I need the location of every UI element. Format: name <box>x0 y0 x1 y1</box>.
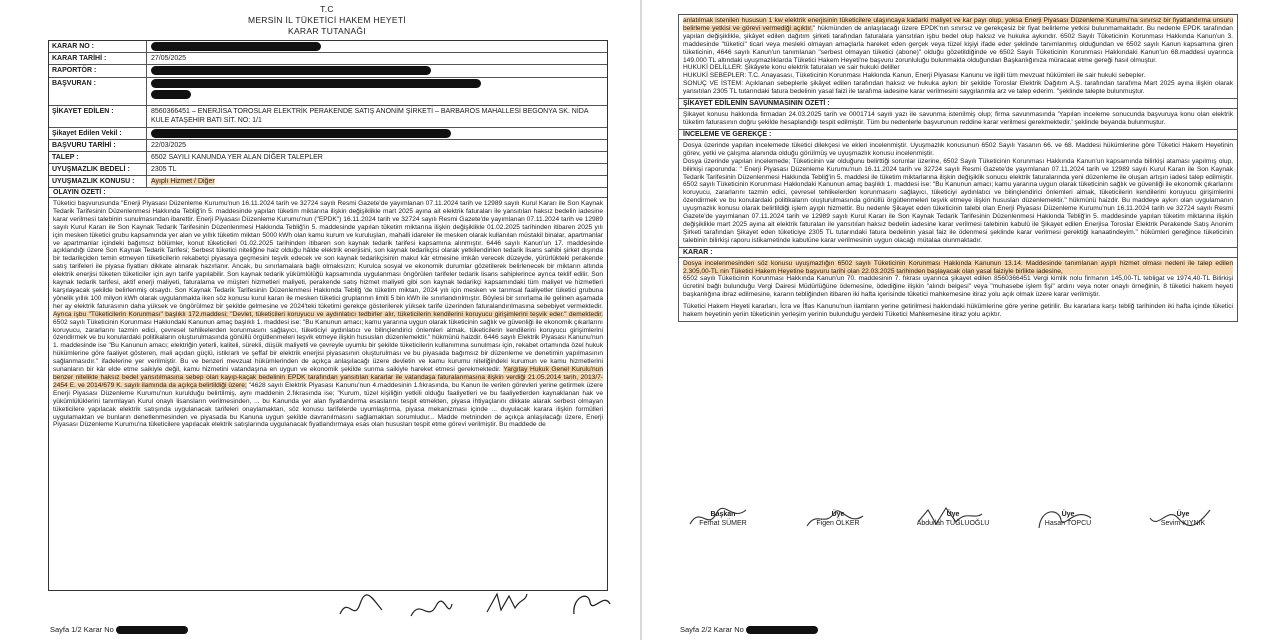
continuation-highlight: anlatılmak istenilen hususun 1 kw elektrik enerjisinin tüketicilere ulaşıncaya kadarki maliyet ve kar payı olup, yoksa Enerji Piyasası Düzenleme Kurumu'na sınırsız bir fiyatlandırma unsuru belirleme yetkisi ve görevi vermediği açıktır. <box>683 17 1233 32</box>
decision-form-table <box>48 40 608 591</box>
field-value <box>147 176 607 187</box>
field-value: 8560366451 – ENERJİSA TOROSLAR ELEKTRİK PERAKENDE SATIŞ ANONİM ŞİRKETİ – BARBAROS MAHALLESİ BEGONYA SK. NİDA KULE ATAŞEHİR BATI SİT. NO: 1/1 <box>151 107 589 124</box>
signature-mark <box>568 588 614 623</box>
member-name: Hasan TOPCU <box>1044 520 1092 527</box>
member-name: Sevim KIYNIK <box>1160 520 1206 527</box>
decision-title: KARAR : <box>679 247 1237 258</box>
field-row <box>49 164 607 176</box>
redaction-bar <box>116 626 188 634</box>
field-row <box>49 106 607 128</box>
decision-paragraph-1: 6502 sayılı Tüketicinin Korunması Hakkında Kanun'un 70. maddesinin 7. fıkrası uyarınca şikayet edilen 8560366451 Vergi kimlik nolu firmanın 145,00-TL tebligat ve 1974,40-TL Bilirkişi ücretini bağlı bulunduğu Vergi Dairesi Müdürlüğüne ödemesine, ödediğine ilişkin "alındı belgesi" veya "muhasebe işlem fişi" ardını veya noter onaylı örneğinin, 8 tüketici hakem heyeti başkanlığına ibraz edilmesine, kararın tebliğinden itibaren iki hafta içerisinde tüketici mahkemesine itiraz yolu açık olmak üzere karar verilmiştir. <box>683 275 1233 299</box>
redaction-bar <box>151 90 191 99</box>
member-signature-block <box>1023 510 1113 528</box>
defense-text: Şikayet konusu hakkında firmadan 24.03.2025 tarih ve 0001714 sayılı yazı ile savunma istenilmiş olup; firma savunmasında 'Yapılan inceleme sonucunda başvuruya konu olan elektrik tüketim faturasının doğru şekilde hesaplandığı tespit edilmiştir. Tüm bu nedenlerle başvurunun reddine karar verilmesi gerekmektedir.' şeklinde beyanda bulunmuştur. <box>683 111 1233 126</box>
document-page-2 <box>668 0 1246 640</box>
summary-highlight-2: Yargıtay Hukuk Genel Kurulu'nun benzer nitelikte haksız bedel yansıtılmasına sebep olan kayıp-kaçak bedelinin EPDK tarafından yansıtılan kararlar ile vatandaşa faturalanmasına ilişkin verdiği 21.05.2014 tarih, 2013/7-2454 E. ve 2014/679 K. sayılı ilamında da açıkça belirtildiği üzere; <box>53 366 604 389</box>
redaction-bar <box>151 42 321 51</box>
signature-mark <box>338 592 384 627</box>
field-row <box>49 140 607 152</box>
document-header <box>38 4 616 37</box>
member-role: Başkan <box>710 511 736 518</box>
field-value <box>147 41 607 52</box>
field-value <box>147 128 607 139</box>
legal-reasons: HUKUKİ SEBEPLER: T.C. Anayasası, Tüketicinin Korunması Hakkında Kanun, Enerji Piyasası Kanunu ve ilgili tüm mevzuat hükümleri ile sair hukuki sebepler. <box>683 72 1146 80</box>
member-role: Üye <box>831 511 845 518</box>
review-paragraph-1: Dosya üzerinde yapılan incelemede tüketici dilekçesi ve ekleri incelenmiştir. Uyuşmazlık konusunun 6502 Sayılı Yasanın 66. ve 68. Maddesi hükümlerine göre Tüketici Hakem Heyetinin görev, yetki ve çalışma alanında olduğu görülmüş ve uyuşmazlık konusu incelenmiştir. <box>683 141 1233 157</box>
committee-members <box>678 510 1238 580</box>
legal-grounds: HUKUKİ DELİLLER: Şikâyete konu elektrik faturaları ve sair hukuki deliller <box>683 64 900 72</box>
field-row <box>49 65 607 77</box>
review-paragraph-2: Dosya üzerinde yapılan incelemede; Tüketicinin var olduğunu belirttiği sorunlar üzerine, 6502 Sayılı Tüketicinin Korunması Hakkında Kanun'un kapsamında bilirkişi ataması yapılmış olup, bilirkişi raporunda: " Enerji Piyasası Düzenleme Kurumu'nun 16.11.2024 tarih ve 32724 sayılı Resmi Gazete'de yayımlanan 07.11.2024 tarih ve 12989 sayılı Kurul Kararı ile Son Kaynak Tedarik Tarifesinin Düzenlenmesi Hakkında Tebliğ'in 5. maddesi ile tüketim miktarlarına ilişkin değişiklik sonucu elektrik faturalarında yeni düzenleme ile oluşan artışın iadesi talep edilmiştir. 6502 sayılı Tüketicinin Korunması Hakkındaki Kanunun amaç başlıklı 1. maddesi ise: "Bu Kanunun amacı; kamu yararına uygun olarak tüketicinin sağlık ve güvenliği ile ekonomik çıkarlarını koruyucu, zararlarını tazmin edici, çevresel tehlikelerden korunmasını sağlayıcı, tüketiciyi aydınlatıcı ve bilinçlendirici önlemleri almak, tüketicilerin kendilerini koruyucu girişimlerini özendirmek ve bu konulardaki politikaların oluşturulmasında gönüllü örgütlenmeleri teşvik etmeye ilişkin hususları düzenlemektir." hükmünü haizdir. Bu maddeye aykırı olan uygulamanın uyuşmazlık konusu olarak belirtildiği işlem ayıplı hizmettir. Bu nedenle Şikayet eden tüketicinin talebi olan Enerji Piyasası Düzenleme Kurumu'nun 16.11.2024 tarih ve 32724 sayılı Resmi Gazete'de yayımlanan 07.11.2024 tarih ve 12989 sayılı Kurul Kararı ile Son Kaynak Tedarik Tarifesinin Düzenlenmesi Hakkında Tebliğ'in 5. maddesinde yapılan tüketim miktarına ilişkin değişiklikle mart 2025 ayına ait elektrik faturaları ile yansıtılan haksız bedelin iadesine karar verilmesi talebinin kabulü ile Şikayet edilen Enerjisa Toroslar Elektrik Perakende Satış Anonim Şirketi tarafından Şikayet eden tüketiciye 2305 TL tutarındaki fatura bedelinin yasal faiz ile ödenmesi şeklinde karar verilmesi gerektiği kanaatindeyim." hükümleri gereğince tüketicinin talebinin bilirkişi raporu istikametinde kabulüne karar verilmesinin uygun olacağı mütalaa olunmaktadır. <box>683 157 1233 244</box>
member-signature-block <box>908 510 998 528</box>
field-label: RAPORTÖR : <box>49 65 147 76</box>
defense-title: ŞİKAYET EDİLENİN SAVUNMASININ ÖZETİ : <box>679 98 1237 109</box>
summary-paragraph-3: "4628 sayılı Elektrik Piyasası Kanunu'nun 4.maddesinin 1.fıkrasında, bu Kanun ile verilen görevleri yerine getirmek üzere Enerji Piyasası Düzenleme Kurumu'nun kurulduğu belirtilmiş, aynı maddenin 2.fıkrasında ise; "Kurum, tüzel kişiliğin yetkili olduğu faaliyetleri ve bu faaliyetlerden kaynaklanan hak ve yükümlülüklerini tanımlayan Kurul onaylı lisansların verilmesinden, ... bu Kanunda yer alan fiyatlandırma esaslarını tespit etmekten, piyasa ihtiyaçlarını dikkate alarak serbest olmayan tüketicilere yapılacak elektrik satışında uygulanacak tarifeleri onaylamaktan, söz konusu tarifelerde uyumlaştırma, piyasa mekanizması içinde ... duyulacak karara ilişkin formülleri uygulamaktan ve bunların denetlenmesinden ve piyasada bu Kanuna uygun şekilde davranılmasını sağlamaktan sorumludur... Madde metninden de açıkça anlaşılacağı üzere, Enerji Piyasası Düzenleme Kurumu'na tüketicilere yapılacak elektrik satışlarında uygulanacak fiyatlandırmaya esas olan hususları tespit etme görevi verilmiştir. Bu maddede de <box>53 381 603 429</box>
review-text <box>679 140 1237 247</box>
result-request: SONUÇ VE İSTEM: Açıklanan sebeplerle şikâyet edilen tarafından haksız ve hukuka aykırı bir şekilde Toroslar Elektrik Dağıtım A.Ş. tarafından tarafıma Mart 2025 ayına ilişkin olarak yansıtılan 2305 TL tutarındaki fatura bedelinin yasal faizi ile tarafıma iadesine karar verilmesini saygılarımla arz ve talep ederim. "şeklinde talepte bulunmuştur. <box>683 80 1233 96</box>
field-label: ŞİKAYET EDİLEN : <box>49 106 147 127</box>
header-line-2: MERSİN İL TÜKETİCİ HAKEM HEYETİ <box>247 15 407 25</box>
summary-paragraph-2: 6502 sayılı Tüketicinin Korunması Hakkındaki Kanunun amaç başlıklı 1. maddesi ise: "Bu Kanunun amacı; kamu yararına uygun olarak tüketicinin sağlık ve güvenliği ile ekonomik çıkarlarını koruyucu, zararlarını tazmin edici, çevresel tehlikelerden korunmasını sağlayıcı, tüketiciyi aydınlatıcı ve bilinçlendirici önlemleri almak, tüketicilerin kendilerini koruyucu girişimlerini özendirmek ve bu konulardaki politikaların oluşturulmasında gönüllü örgütlenmeleri teşvik etmeye ilişkin hususları düzenlemektir." hükmünü haizdir. 6446 sayılı Elektrik Piyasası Kanunu'nun 1. maddesinde ise "Bu Kanunun amacı; elektriğin yeterli, kaliteli, sürekli, düşük maliyetli ve çevreyle uyumlu bir şekilde tüketicilerin kullanımına sunulması için, rekabet ortamında özel hukuk hükümlerine göre faaliyet gösteren, mali açıdan güçlü, istikrarlı ve şeffaf bir elektrik enerjisi piyasasının oluşturulması ve bu piyasada bağımsız bir düzenleme ve denetimin yapılmasının sağlanmasıdır." ifadelerine yer verilmiştir. Bu ve benzeri mevzuat hükümlerinden de açıkça anlaşılacağı üzere devletin ve kamu kurumu niteliğindeki kurumun ve kamu hizmetlerini sunanların bir kâr elde etme saikiyle değil, kamu hizmetini vatandaşına en uygun ve ekonomik şekilde sunma saikiyle hareket etmesi gerekmektedir. <box>53 318 603 374</box>
field-label: Şikayet Edilen Vekil : <box>49 128 147 139</box>
footer-label: Sayfa 1/2 Karar No <box>50 624 114 634</box>
field-label: KARAR TARİHİ : <box>49 53 147 64</box>
field-row <box>49 78 607 106</box>
member-signature-block <box>678 510 768 528</box>
member-name: Ferhat SÜMER <box>699 520 747 527</box>
field-value: 22/03/2025 <box>151 142 187 150</box>
decision-text <box>679 258 1237 321</box>
field-row <box>49 53 607 65</box>
field-row <box>49 128 607 140</box>
summary-paragraph-1: Tüketici başvurusunda "Enerji Piyasası Düzenleme Kurumu'nun 16.11.2024 tarih ve 32724 sayılı Resmi Gazete'de yayımlanan 07.11.2024 tarih ve 12989 sayılı Kurul Kararı ile Son Kaynak Tedarik Tarifesinin Düzenlenmesi Hakkında Tebliğ'in 5. maddesinde yapılan tüketim miktarına ilişkin değişiklikle mart 2025 ayına ait elektrik faturaları ile yansıtılan haksız bedelin iadesine karar verilmesi talebinin sunulmasından ibarettir. Enerji Piyasası Düzenleme Kurumu'nun ("EPDK") 16.11.2024 tarih ve 32724 sayılı Resmi Gazete'de yayımlanan 07.11.2024 tarih ve 12989 sayılı Kurul Kararı ile Son Kaynak Tedarik Tarifesinin Düzenlenmesi Hakkında Tebliğ'in 5. maddesinde yapılan tüketim miktarına ilişkin değişiklikle 01.02.2025 tarihinden itibaren 2025 yılı için mesken tüketici grubu kapsamında yer alan ve yıllık tüketim miktarı 5000 kWh olan kamu kurum ve kuruluşları, mahalli idareler ile mesken olarak kullanılan müstakil binalar, apartmanlar ve apartmanlar içindeki bağımsız bölümler, konut tüketicileri 01.02.2025 tarihinden itibaren son kaynak tedarik tarifesi kapsamına alınmıştır. 6446 sayılı Kanun'un 17. maddesinde açıklandığı üzere Son Kaynak Tedarik Tarifesi; Serbest tüketici niteliğine haiz olduğu hâlde elektrik enerjisini, son kaynak tedarikçisi olarak yetkilendirilen tedarik lisans sahibi şirket dışında bir tedarikçiden temin etmeyen tüketicilerin rekabetçi piyasaya geçmesini teşvik edecek ve son kaynak tedarikçisinin makul kâr etmesine imkân verecek düzeyde, yürürlükteki perakende satış tarifeleri ile piyasa fiyatları dikkate alınarak hazırlanır. Ancak, bu sınırlamalara bağlı olmaksızın; Kurulca sosyal ve ekonomik durumlar gözetilerek belirlenecek bir miktarın altında elektrik enerjisi tüketen tüketiciler için ayrı tarife yapılabilir. Son kaynak tedarik yükümlülüğü kapsamında uygulanması öngörülen tarifeler tedarik lisans sahiplerince ayrıca teklif edilir. Son kaynak tedarik tarifesi, aktif enerji maliyeti, faturalama ve müşteri hizmetleri maliyeti, perakende satış hizmet maliyeti gibi son kaynak tedarikçi kapsamındaki tüm maliyet ve hizmetleri karşılayacak şekilde belirlenmiş olsaydı. Son Kaynak Tedarik Tarifesinin Düzenlenmesi Hakkında Tebliğ 'de tüketim miktarı, 2024 yılı için mesken ve tarımsal faaliyetler tüketici grubuna yönelik yıllık 100 milyon kWh olarak uygulanmakta iken söz konusu kurul kararı ile mesken tüketici gruplarının limiti 5 bin kWh ile sınırlandırılmıştır. Böylesi bir sınırlama ile gelinen aşamada her ay elektrik faturasının daha yüksek ve öngörülmez bir şekilde gelmesine ve 2024'teki tüketimi gerekçe gösterilerek yüksek tarife üzerinden faturalandırılmasına sebebiyet vermektedir. <box>53 200 603 310</box>
field-label: BAŞVURAN : <box>49 78 147 105</box>
field-label: BAŞVURU TARİHİ : <box>49 140 147 151</box>
header-line-3: KARAR TUTANAĞI <box>287 26 367 36</box>
field-label: TALEP : <box>49 152 147 163</box>
field-label: KARAR NO : <box>49 41 147 52</box>
member-signature-block <box>793 510 883 528</box>
redaction-bar <box>746 626 818 634</box>
field-value <box>147 78 607 105</box>
redaction-bar <box>151 79 481 88</box>
field-value: 27/05/2025 <box>151 55 187 63</box>
member-name: Abdullah TUĞLUOĞLU <box>916 520 990 527</box>
field-value: 6502 SAYILI KANUNDA YER ALAN DİĞER TALEPLER <box>151 154 323 162</box>
field-label: UYUŞMAZLIK BEDELİ : <box>49 164 147 175</box>
signature-mark <box>408 596 454 631</box>
footer-label: Sayfa 2/2 Karar No <box>680 624 744 634</box>
summary-highlight-1: Ayrıca işbu "Tüketicilerin Korunması" başlıklı 172.maddesi; "Devlet, tüketicileri koruyucu ve aydınlatıcı tedbirler alır, tüketicilerin kendilerini koruyucu girişimlerini teşvik eder." demektedir. <box>53 310 603 318</box>
member-name: Figen ÖLKER <box>816 520 860 527</box>
page-footer <box>50 625 188 634</box>
field-label: UYUŞMAZLIK KONUSU : <box>49 176 147 187</box>
continuation-text <box>679 15 1237 98</box>
field-value <box>147 65 607 76</box>
header-line-1: T.C <box>320 4 334 14</box>
signature-mark <box>483 588 529 623</box>
subject-highlight: Ayıplı Hizmet / Diğer <box>151 178 215 186</box>
member-role: Üye <box>1176 511 1190 518</box>
member-signature-block <box>1138 510 1228 528</box>
field-row <box>49 152 607 164</box>
decision-highlight: Dosya incelenmesinden söz konusu uyuşmazlığın 6502 sayılı Tüketicinin Korunması Hakkında Kanunun 13.14. Maddesinde tanımlanan ayıplı hizmet olması nedeni ile talep edilen 2.305,00-TL nin Tüketici Hakem Heyetine başvuru tarihi olan 22.03.2025 tarihinden başlayacak olan yasal faiziyle birlikte iadesine, <box>683 259 1233 275</box>
member-role: Üye <box>946 511 960 518</box>
page-divider <box>640 0 642 640</box>
document-page-1 <box>38 0 616 640</box>
field-value: 2305 TL <box>151 166 177 174</box>
continuation-paragraph: " hükmünden de anlaşılacağı üzere EPDK'nın sınırsız ve gerekçesiz bir fiyat belirleme yetkisi bulunmamaktadır. Bu nedenle EPDK tarafından yapılan değişiklikle, şikâyet edilen dağıtım şirketi tarafından faturalara yansıtılan işbu bedel olup haksız ve hukuka aykırıdır. 6502 Sayılı Tüketicinin Korunması Hakkında Kanun'un 3. maddesinde "tüketici" ticari veya mesleki olmayan amaçlarla hareket eden gerçek veya tüzel kişiyi ifade eder şeklinde tanımlanmış olduğundan ve 6502 sayılı Kanun kapsamına giren tüketicinin, 4646 sayılı Kanun'un tanımlanan "serbest olmayan tüketici (abone)" olduğu gözetildiğinde ve 6502 Sayılı Tüketicinin Korunması Hakkındaki Kanun'un 68.maddesi uyarınca 149.000 TL altındaki uyuşmazlıklarda Tüketici Hakem Heyeti'ne başvuru zorunluluğu bulunmakta olduğundan Başkanlığınıza müracaat etme gereği hasıl olmuştur. <box>683 24 1233 64</box>
redaction-bar <box>151 129 451 138</box>
field-row <box>49 176 607 188</box>
page-footer <box>680 625 818 634</box>
summary-text <box>49 198 607 590</box>
redaction-bar <box>151 66 431 75</box>
field-row <box>49 41 607 53</box>
summary-title: OLAYIN ÖZETİ : <box>49 188 607 198</box>
continuation-box <box>678 14 1238 322</box>
review-title: İNCELEME VE GEREKÇE : <box>679 129 1237 140</box>
decision-paragraph-2: Tüketici Hakem Heyeti kararları, İcra ve İflas Kanunu'nun ilamların yerine getirilmesi hakkındaki hükümlerine göre yerine getirilir. Bu kararlara karşı tebliğ tarihinden iki hafta içinde tüketici hakem heyetinin yeriin tüketicinin yerleşim yerinin bulunduğu yerdeki Tüketici Mahkemesine itiraz yolu açıktır. <box>683 303 1233 319</box>
member-role: Üye <box>1061 511 1075 518</box>
